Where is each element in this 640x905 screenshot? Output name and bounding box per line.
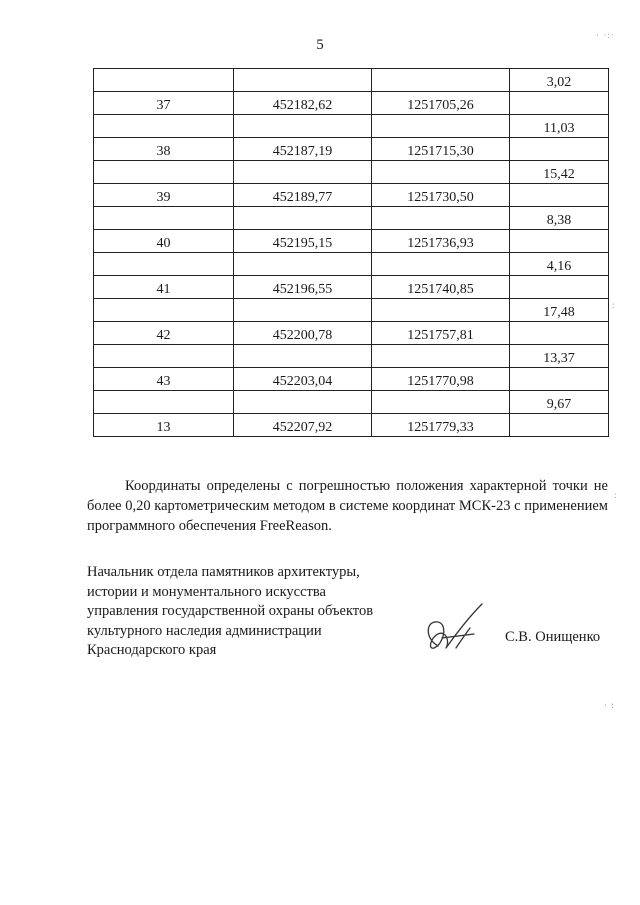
x-coordinate-cell: 452182,62 [234,92,372,115]
table-row [94,138,609,161]
scan-artifact: · ·:· [596,30,615,40]
y-coordinate-cell: 1251705,26 [372,92,510,115]
note-text: Координаты определены с погрешностью положения характерной точки не более 0,20 картометрическим методом в системе координат МСК-23 с применением программного обеспечения FreeReason. [87,478,608,534]
x-coordinate-cell [234,161,372,184]
segment-length-cell: 4,16 [510,253,609,276]
segment-length-cell: 11,03 [510,115,609,138]
point-number-cell: 41 [94,276,234,299]
y-coordinate-cell: 1251757,81 [372,322,510,345]
point-number-cell [94,391,234,414]
page-number: 5 [316,37,324,53]
table-row [94,368,609,391]
segment-length-cell [510,276,609,299]
x-coordinate-cell [234,253,372,276]
table-row [94,161,609,184]
position-line-1: Начальник отдела памятников архитектуры, [87,564,360,580]
point-number-cell [94,69,234,92]
segment-length-cell: 17,48 [510,299,609,322]
table-row [94,322,609,345]
table-row [94,391,609,414]
x-coordinate-cell: 452207,92 [234,414,372,437]
y-coordinate-cell: 1251730,50 [372,184,510,207]
table-row [94,253,609,276]
segment-length-cell [510,414,609,437]
table-row [94,230,609,253]
segment-length-cell [510,92,609,115]
position-line-3: управления государственной охраны объектов [87,603,374,619]
x-coordinate-cell: 452196,55 [234,276,372,299]
y-coordinate-cell: 1251715,30 [372,138,510,161]
y-coordinate-cell [372,345,510,368]
table-row [94,207,609,230]
point-number-cell: 42 [94,322,234,345]
coordinates-table [93,68,609,437]
signer-name: С.В. Онищенко [505,629,601,645]
handwritten-signature [416,598,496,668]
x-coordinate-cell: 452189,77 [234,184,372,207]
x-coordinate-cell [234,391,372,414]
point-number-cell [94,115,234,138]
x-coordinate-cell [234,345,372,368]
point-number-cell: 37 [94,92,234,115]
segment-length-cell [510,322,609,345]
point-number-cell [94,253,234,276]
y-coordinate-cell: 1251740,85 [372,276,510,299]
table-row [94,92,609,115]
x-coordinate-cell: 452200,78 [234,322,372,345]
table-row [94,299,609,322]
scan-artifact: · : [604,700,615,710]
segment-length-cell: 3,02 [510,69,609,92]
point-number-cell: 39 [94,184,234,207]
y-coordinate-cell [372,69,510,92]
scan-artifact: : [612,300,616,310]
segment-length-cell [510,184,609,207]
position-line-4: культурного наследия администрации [87,622,322,639]
x-coordinate-cell: 452195,15 [234,230,372,253]
x-coordinate-cell: 452203,04 [234,368,372,391]
y-coordinate-cell: 1251736,93 [372,230,510,253]
y-coordinate-cell [372,115,510,138]
x-coordinate-cell [234,69,372,92]
y-coordinate-cell [372,391,510,414]
coordinates-note [87,476,608,536]
point-number-cell [94,161,234,184]
segment-length-cell [510,138,609,161]
position-line-2: истории и монументального искусства [87,583,326,600]
segment-length-cell [510,368,609,391]
y-coordinate-cell: 1251770,98 [372,368,510,391]
point-number-cell [94,207,234,230]
position-line-5: Краснодарского края [87,642,217,658]
table-row [94,345,609,368]
x-coordinate-cell [234,299,372,322]
point-number-cell: 38 [94,138,234,161]
point-number-cell: 13 [94,414,234,437]
table-row [94,115,609,138]
y-coordinate-cell [372,207,510,230]
segment-length-cell [510,230,609,253]
signatory-position [87,563,417,661]
segment-length-cell: 9,67 [510,391,609,414]
segment-length-cell: 8,38 [510,207,609,230]
y-coordinate-cell [372,253,510,276]
point-number-cell: 40 [94,230,234,253]
x-coordinate-cell [234,207,372,230]
table-row [94,414,609,437]
y-coordinate-cell [372,161,510,184]
x-coordinate-cell [234,115,372,138]
segment-length-cell: 13,37 [510,345,609,368]
segment-length-cell: 15,42 [510,161,609,184]
point-number-cell: 43 [94,368,234,391]
y-coordinate-cell [372,299,510,322]
table-row [94,184,609,207]
x-coordinate-cell: 452187,19 [234,138,372,161]
scan-artifact: : [614,490,618,500]
point-number-cell [94,345,234,368]
table-row [94,69,609,92]
table-row [94,276,609,299]
y-coordinate-cell: 1251779,33 [372,414,510,437]
point-number-cell [94,299,234,322]
